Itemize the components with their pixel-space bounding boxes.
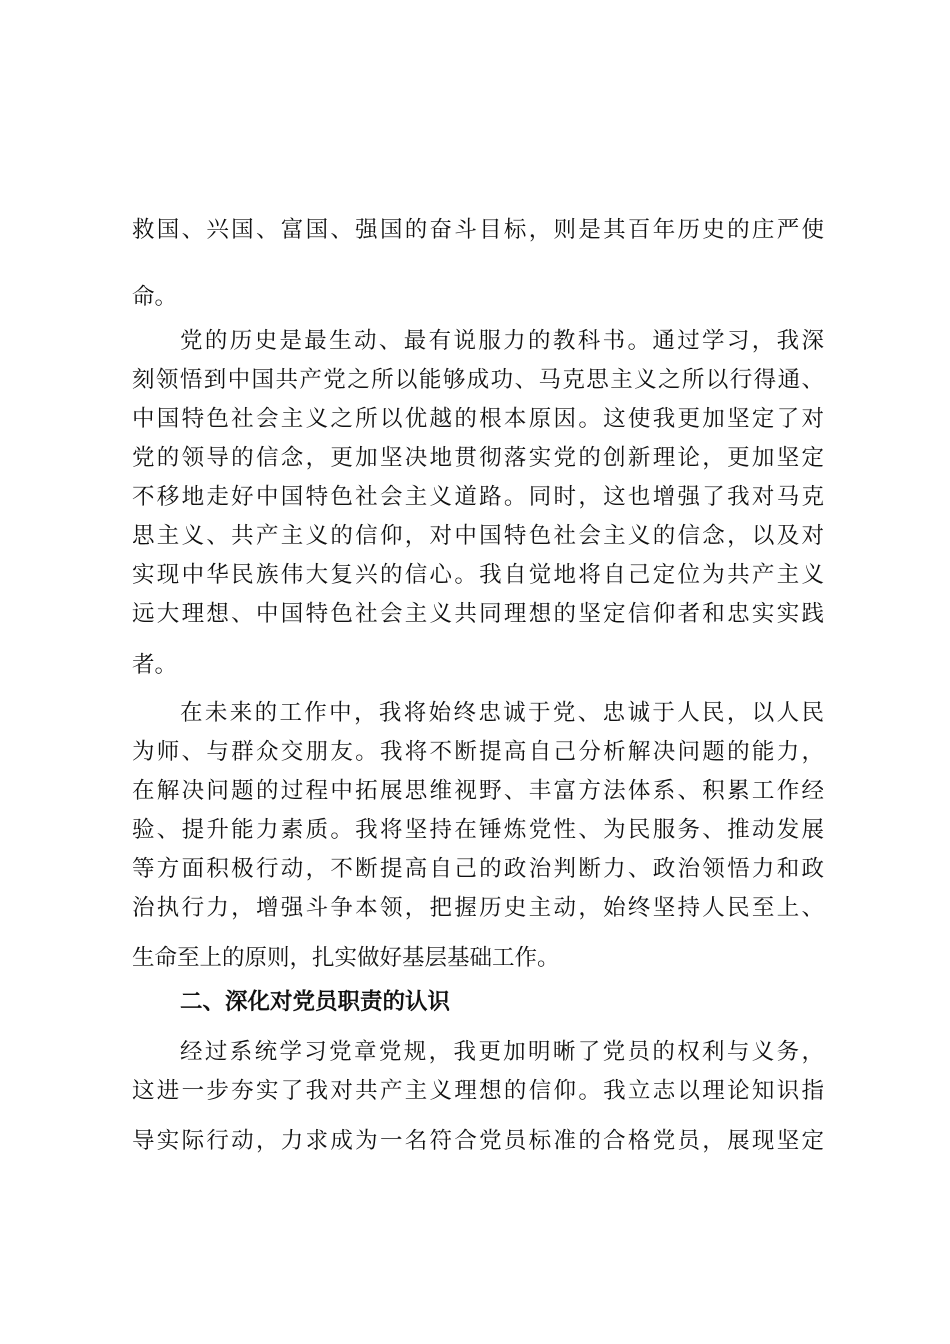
section-heading: 二、深化对党员职责的认识 <box>180 989 451 1015</box>
text-line: 者。 <box>132 652 178 678</box>
text-line: 导实际行动，力求成为一名符合党员标准的合格党员，展现坚定 <box>132 1128 824 1154</box>
text-line: 命。 <box>132 284 178 310</box>
text-line: 这进一步夯实了我对共产主义理想的信仰。我立志以理论知识指 <box>132 1078 824 1104</box>
paragraph-first-line: 党的历史是最生动、最有说服力的教科书。通过学习，我深 <box>180 328 824 354</box>
text-line: 远大理想、中国特色社会主义共同理想的坚定信仰者和忠实实践 <box>132 601 824 627</box>
text-line: 验、提升能力素质。我将坚持在锤炼党性、为民服务、推动发展 <box>132 817 824 843</box>
text-line: 思主义、共产主义的信仰，对中国特色社会主义的信念，以及对 <box>132 523 824 549</box>
text-line: 救国、兴国、富国、强国的奋斗目标，则是其百年历史的庄严使 <box>132 217 824 243</box>
text-line: 在解决问题的过程中拓展思维视野、丰富方法体系、积累工作经 <box>132 778 824 804</box>
text-line: 实现中华民族伟大复兴的信心。我自觉地将自己定位为共产主义 <box>132 562 824 588</box>
text-line: 生命至上的原则，扎实做好基层基础工作。 <box>132 945 560 971</box>
text-line: 治执行力，增强斗争本领，把握历史主动，始终坚持人民至上、 <box>132 895 824 921</box>
text-line: 为师、与群众交朋友。我将不断提高自己分析解决问题的能力， <box>132 739 824 765</box>
paragraph-first-line: 在未来的工作中，我将始终忠诚于党、忠诚于人民，以人民 <box>180 700 824 726</box>
text-line: 等方面积极行动，不断提高自己的政治判断力、政治领悟力和政 <box>132 856 824 882</box>
text-line: 刻领悟到中国共产党之所以能够成功、马克思主义之所以行得通、 <box>132 367 824 393</box>
text-line: 党的领导的信念，更加坚决地贯彻落实党的创新理论，更加坚定 <box>132 445 824 471</box>
paragraph-first-line: 经过系统学习党章党规，我更加明晰了党员的权利与义务， <box>180 1039 824 1065</box>
text-line: 中国特色社会主义之所以优越的根本原因。这使我更加坚定了对 <box>132 406 824 432</box>
text-line: 不移地走好中国特色社会主义道路。同时，这也增强了我对马克 <box>132 484 824 510</box>
